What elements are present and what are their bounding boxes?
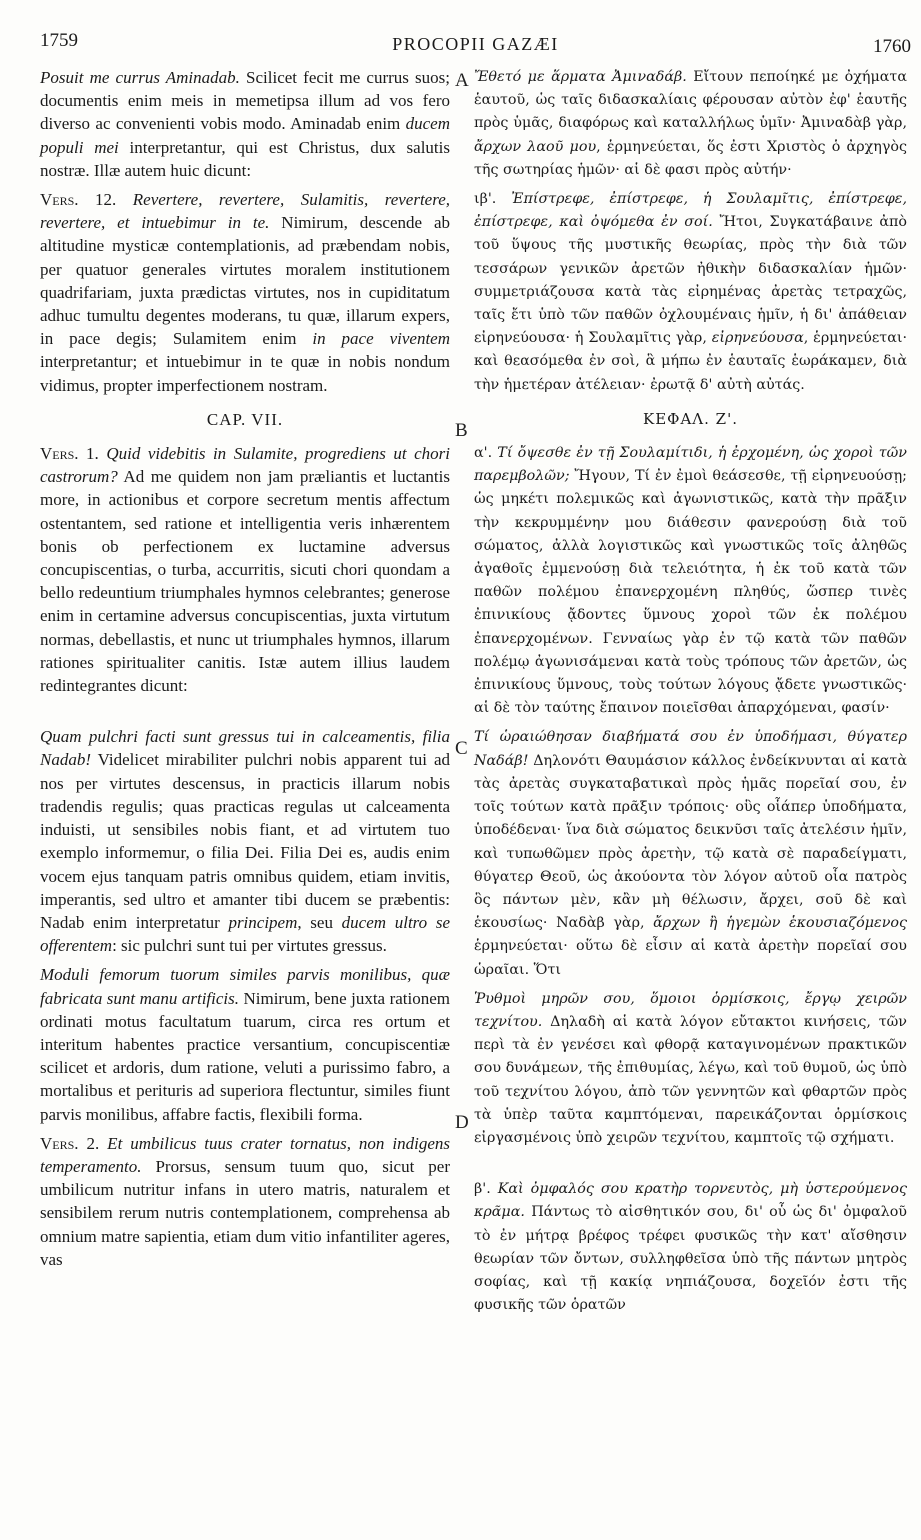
- verse-number: Vers. 12.: [40, 190, 117, 210]
- commentary-text: Εἴτουν πεποίηκέ με ὀχήματα ἑαυτοῦ, ὡς ταῖς διδασκαλίαις φέρουσαν αὐτὸν ἐφ' ἑαυτῆς πρὸς ὑμᾶς, διαφόρως καὶ καταλλήλως ὑμῖν· Ἀμιναδὰβ γὰρ,: [474, 69, 907, 132]
- verse-lemma: Ῥυθμοὶ μηρῶν σου, ὅμοιοι ὁρμίσκοις, ἔργῳ χειρῶν τεχνίτου.: [474, 990, 907, 1030]
- verse-gloss: ducem ultro se offerentem: [40, 912, 451, 956]
- commentary-text: Δηλαδὴ αἱ κατὰ λόγον εὔτακτοι κινήσεις, τῶν περὶ τὰ ἐν γενέσει καὶ φθορᾷ καταγινομένων πρακτικῶν σου δυνάμεων, τῆς ἐπιθυμίας, λέγω, καὶ τοῦ θυμοῦ, ὡς ὑπὸ τοῦ τεχνίτου λόγου, ἀπὸ τῶν γεννητῶν καὶ φθαρτῶν πρὸς τὰ ὑπὲρ ταῦτα καμπτόμεναι, παρεικάζονται ὁρμίσκοις εἰργασμένοις ὑπὸ χειρῶν τεχνίτου, καμπτοῖς τῷ σχήματι.: [474, 1013, 907, 1146]
- commentary-text: interpretantur, qui est Christus, dux salutis nostræ. Illæ autem huic dicunt:: [40, 137, 450, 180]
- greek-paragraph: [474, 442, 907, 720]
- commentary-text: Ἤτοι, Συγκατάβαινε ἀπὸ τοῦ ὕψους τῆς μυστικῆς θεωρίας, πρὸς τὴν διὰ τῶν τεσσάρων γενικῶν ἀρετῶν ἠθικὴν διδασκαλίαν ἡμῶν· συμμετριάζουσα κατὰ τὰς εἰρημένας ἀρετὰς τετραχῶς, ταῖς ἔτι ὑπὸ τῶν παθῶν ὀχλουμέναις ἡμῖν, ἡ δι' ἀπάθειαν εἰρηνεύουσα· ἡ Σουλαμῖτις γὰρ,: [474, 214, 907, 347]
- commentary-text: , ἑρμηνεύεται, ὅς ἐστι Χριστὸς ὁ ἀρχηγὸς τῆς σωτηρίας ἡμῶν· αἱ δὲ φασι πρὸς αὐτήν·: [474, 138, 907, 178]
- latin-paragraph: [40, 963, 450, 1125]
- verse-number: Vers. 1.: [40, 444, 99, 464]
- verse-gloss: in pace viventem: [312, 329, 450, 349]
- margin-letter-a: A: [455, 70, 469, 91]
- commentary-text: Πάντως τὸ αἰσθητικόν σου, δι' οὗ ὡς δι' ὀμφαλοῦ τὸ ἐν μήτρᾳ βρέφος τρέφει φυσικῶς τὴν κατ' αἴσθησιν θεωρίαν τῶν ὄντων, συλληφθεῖσα ὑπὸ τῆς πάντων μητρὸς σοφίας, καὶ τῇ κακίᾳ νηπιάζουσα, δοχεῖόν ἐστι τῆς φυσικῆς τῶν ὁρατῶν: [474, 1204, 907, 1314]
- greek-paragraph: [474, 1178, 907, 1317]
- verse-number: Vers. 2.: [40, 1133, 100, 1153]
- greek-paragraph: [474, 988, 907, 1150]
- verse-gloss: ducem populi mei: [40, 114, 450, 157]
- margin-letter-d: D: [455, 1112, 469, 1133]
- commentary-text: Prorsus, sensum tuum quo, sicut per umbilicum nutritur infans in utero matris, naturalem et sensibilem rerum nutris contemplationem, comprehensa ab omnium matre sapientia, etiam dum vitio infantiliter ageres, vas: [40, 1156, 450, 1269]
- verse-gloss: principem: [228, 912, 298, 932]
- greek-column: [474, 66, 907, 1323]
- commentary-text: , ἑρμηνεύεται· καὶ θεασόμεθα ἐν σοὶ, ἃ μήπω ἐν ἑαυταῖς ἑωράκαμεν, διὰ τὴν ἡμετέραν ἀτέλειαν· ἐρωτᾷ δ' αὐτὴ αὐτάς.: [474, 330, 907, 393]
- commentary-text: Ἤγουν, Τί ἐν ἐμοὶ θεάσεσθε, τῇ εἰρηνευούσῃ; ὡς μηκέτι πολεμικῶς καὶ ἀγωνιστικῶς, κατὰ τὴν πρᾶξιν τὴν κεκρυμμένην μου διάθεσιν φανερούσῃ διὰ τοῦ σώματος, ἀλλὰ λογιστικῶς καὶ γνωστικῶς τοῖς ἀληθῶς ἀγαθοῖς ἐμμενούσῃ διὰ τελειότητα, ἡ ἐκ τοῦ κατὰ τῶν παθῶν πολέμου ἐπανερχομένη πληθύς, ὥσπερ τινὲς ἐπινικίους ᾄδοντες ὕμνους χοροὶ τῶν ἐκ πολέμου ἐπανερχομένων. Γενναίως γὰρ ἐν τῷ κατὰ τῶν παθῶν πολέμῳ ἀγωνισάμεναι κατὰ τοὺς τρόπους τῶν ἀρετῶν, ὡς ἐπινικίους ὕμνους, τοὺς τούτων λόγους ᾄδετε γνωστικῶς· αἱ δὲ τὸν ταύτης ἔπαινον ποιεῖσθαι ἀπαρχόμεναι, φασίν·: [474, 468, 907, 717]
- commentary-text: , seu: [297, 912, 342, 932]
- verse-lemma: Quid videbitis in Sulamite, progrediens ut chori castrorum?: [40, 444, 450, 487]
- chapter-heading: ΚΕΦΑΛ. Ζ'.: [643, 409, 738, 428]
- verse-lemma: Et umbilicus tuus crater tornatus, non indigens temperamento.: [40, 1133, 450, 1176]
- verse-lemma: Posuit me currus Aminadab.: [40, 68, 240, 87]
- verse-lemma: Τί ὡραιώθησαν διαβήματά σου ἐν ὑποδήμασι, θύγατερ Ναδάβ!: [474, 729, 907, 769]
- greek-paragraph: [474, 188, 907, 397]
- verse-number: β'.: [474, 1181, 491, 1198]
- commentary-text: Videlicet mirabiliter pulchri nobis apparent tui ad nos per virtutes descensus, in practicis illarum nobis tradendis regulis; quas practicas regulas ut calceamenta induisti, ut sensibiles nobis fiant, et ad virtutem tuo exemplo informemur, o filia Dei. Filia Dei es, audis enim vocem ejus tanquam patris omnibus quidem, etiam invitis, imperantis, sed ultro et amanter tibi ducem se præbentis: Nadab enim interpretatur: [40, 750, 450, 932]
- verse-gloss: εἰρηνεύουσα: [711, 330, 804, 347]
- verse-gloss: ἄρχων λαοῦ μου: [474, 138, 597, 155]
- verse-lemma: Ἔθετό με ἅρματα Ἀμιναδάβ.: [474, 69, 687, 85]
- commentary-text: ἑρμηνεύεται· οὕτω δὲ εἶσιν αἱ κατὰ ἀρετὴν πορεῖαί σου ὡραῖαι. Ὅτι: [474, 938, 907, 978]
- verse-number: ιβ'.: [474, 191, 497, 208]
- chapter-heading: CAP. VII.: [206, 409, 284, 429]
- verse-gloss: ἄρχων ἢ ἡγεμὼν ἑκουσιαζόμενος: [653, 915, 907, 932]
- paragraph-gap: [40, 703, 450, 725]
- commentary-text: : sic pulchri sunt tui per virtutes gressus.: [112, 936, 387, 956]
- latin-paragraph: [40, 442, 450, 697]
- latin-paragraph: [40, 66, 450, 182]
- margin-letter-b: B: [455, 420, 468, 441]
- commentary-text: Nimirum, bene juxta rationem ordinati motus facultatum tuarum, circa res ortum et interitum habentes practice versantium, concupiscentiæ scilicet et ardoris, dum ratione, veluti a purissimo fabro, a mortalibus et perituris ad superiora flectuntur, similes fiunt parvis monilibus, affabre factis, flexibili forma.: [40, 988, 450, 1124]
- greek-paragraph: [474, 726, 907, 981]
- latin-paragraph: [40, 725, 450, 957]
- verse-lemma: Τί ὄψεσθε ἐν τῇ Σουλαμίτιδι, ἡ ἐρχομένη, ὡς χοροὶ τῶν παρεμβολῶν;: [474, 445, 907, 485]
- verse-lemma: Revertere, revertere, Sulamitis, revertere, revertere, et intuebimur in te.: [40, 190, 450, 233]
- verse-lemma: Ἐπίστρεφε, ἐπίστρεφε, ἡ Σουλαμῖτις, ἐπίστρεφε, ἐπίστρεφε, καὶ ὀψόμεθα ἐν σοί.: [474, 191, 907, 231]
- page-header: [40, 30, 911, 62]
- verse-lemma: Καὶ ὀμφαλός σου κρατὴρ τορνευτὸς, μὴ ὑστερούμενος κρᾶμα.: [474, 1181, 907, 1221]
- paragraph-gap: [474, 1156, 907, 1178]
- commentary-text: Ad me quidem non jam præliantis et luctantis more, in actionibus et corpore secretum mentis affectum ostentantem, sed ratione et intelligentia veris inhærentem bonis ob perfectionem ex luctamine adversus concupiscentias, o turba, accurritis, sicuti chori quondam a bello redeuntium triumphales hymnos celebrantes; generose enim in certamine adversus concupiscentias, juxta virtutum normas, debellastis, et nunc ut triumphales hymnos, illarum rationes spiritualiter canitis. Istæ autem illius laudem redintegrantes dicunt:: [40, 467, 450, 696]
- greek-paragraph: [474, 66, 907, 182]
- commentary-text: Δηλονότι Θαυμάσιον κάλλος ἐνδείκνυνται αἱ κατὰ τὰς ἀρετὰς συγκαταβατικαὶ πρὸς ἡμᾶς πορεῖαί σου, ἐν τοῖς τούτων κατὰ πρᾶξιν τρόποις· οὓς οἷάπερ ὑποδήματα, ὑποδέδεναι· ἵνα διὰ σώματος δεικνῦσι ταῖς ἀτελέσιν ἡμῖν, καὶ τυπωθῶμεν πρὸς ἀρετὴν, τῷ κατὰ σὲ παραδείγματι, θύγατερ Θεοῦ, ὡς ἀκούοντα τὸν λόγον αὐτοῦ οἷα πατρὸς ὃς πάντων μὲν, κἂν μὴ θέλωσιν, ἄρχει, σοῦ δὲ καὶ ἑκουσίως· Ναδὰβ γὰρ,: [474, 752, 907, 932]
- verse-number: α'.: [474, 445, 493, 462]
- left-column-number: 1759: [40, 30, 78, 51]
- commentary-text: Nimirum, descende ab altitudine mysticæ contemplationis, ad præbendam nobis, per quatuor generales virtutes moralem institutionem quadrifariam, juxta prædictas virtutes, nos in cupiditatum adhuc tumultu degentes moderans, tu quæ, illarum expers, in pace degis; Sulamitem enim: [40, 213, 450, 349]
- latin-paragraph: [40, 188, 450, 397]
- commentary-text: interpretantur; et intuebimur in te quæ in nobis nondum vidimus, propter imperfectionem nostram.: [40, 352, 450, 395]
- verse-lemma: Moduli femorum tuorum similes parvis monilibus, quæ fabricata sunt manu artificis.: [40, 965, 450, 1008]
- running-title: PROCOPII GAZÆI: [392, 34, 559, 54]
- verse-lemma: Quam pulchri facti sunt gressus tui in calceamentis, filia Nadab!: [40, 727, 450, 770]
- latin-column: [40, 66, 450, 1277]
- latin-paragraph: [40, 1132, 450, 1271]
- right-column-number: 1760: [873, 36, 911, 57]
- commentary-text: Scilicet fecit me currus suos; documentis enim meis in memetipsa illum ad vos fero diverso ac convenienti vobis modo. Aminadab enim: [40, 68, 450, 134]
- margin-letter-c: C: [455, 738, 468, 759]
